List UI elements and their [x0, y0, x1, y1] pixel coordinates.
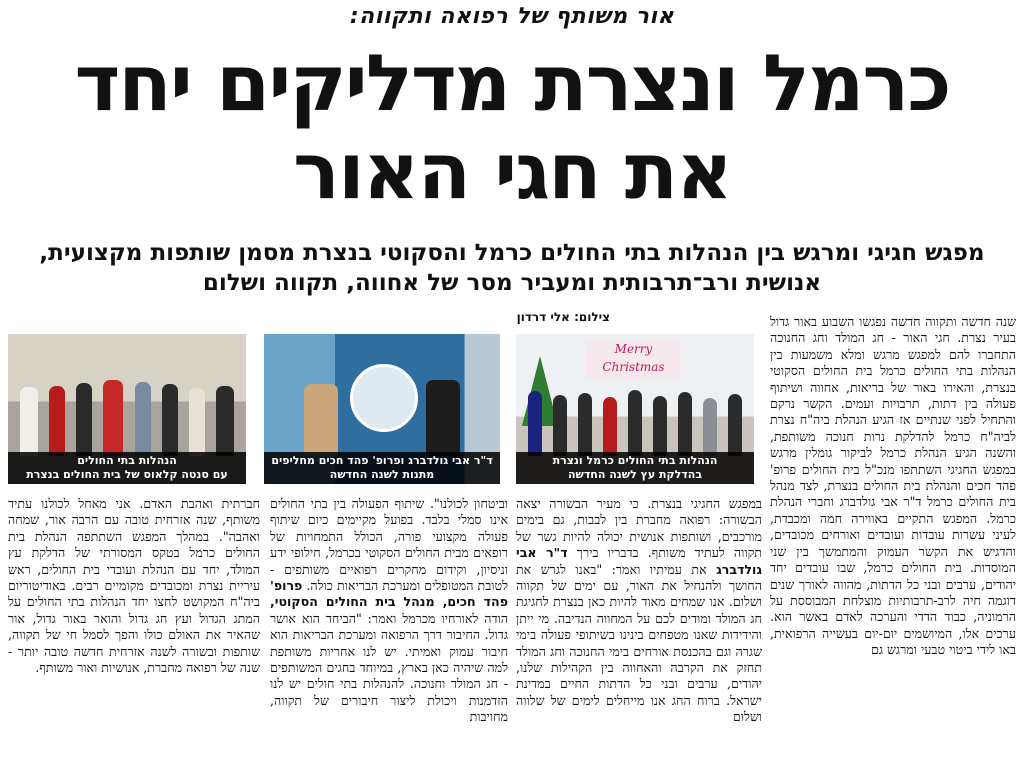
photo-credit: צילום: אלי דרדון — [516, 310, 610, 324]
column-3-text — [270, 496, 508, 726]
column-3-text-start: וביטחון לכולנו". שיתוף הפעולה בין בתי החולים אינו סמלי בלבד. בפועל מקיימים כיום שיתוף פעולה מקצועי פורה, הכולל התמחויות של רופאים מבית החולים הסקוטי בכרמל, חילופי ידע וניסיון, וקידום מחקרים רפואיים משותפים - לטובת המטופלים ומערכת הבריאות כולה. — [270, 496, 508, 594]
subhead-line-1: מפגש חגיגי ומרגש בין הנהלות בתי החולים כרמל והסקוטי בנצרת מסמן שותפות מקצועית, — [39, 240, 985, 266]
column-2-text-end: את עמיתיו ואמר: "באנו לגרש את החושך ולהנחיל את האור, עם ימים של תקווה ושלום. אנו שמחים מאוד להיות כאן בנצרת לחגיגת חג המולד ומודים לכם על המחווה הנדיבה. מי ייתן והידידות שאנו מטפחים בינינו בשיתופי פעולה בימי שגרה וגם בהכנסת אורחים בימי החנוכה וחג המולד תחזק את הקרבה והאחווה בין הקהילות שלנו, יהודים, ערבים ובני כל הדתות החיים במדינת ישראל. ברוח החג אנו מייחלים לימים של שלווה ושלום — [516, 561, 762, 725]
caption-line-1: ד"ר אבי גולדברג ופרופ' פהד חכים מחליפים — [271, 454, 493, 467]
photo-caption — [8, 452, 246, 484]
column-1-text: שנה חדשה ותקווה חדשה נפגשו השבוע באור גדול בעיר נצרת. חגי האור - חג המולד וחג החנוכה התחברו להם למפגש מרגש ומלא משמעות בין הנהלות בתי החולים כרמל בית החולים הסקוטי בנצרת, והאירו באור של בריאות, אחווה ושיתוף פעולה בין דתות, תרבויות ועמים. הקשר נרקם והתחיל לפני שנתיים אז הגיע הנהלת ביה"ח נצרת לביה"ח כרמל להדלקת נרות חנוכה משותפת, והשנה הגיע הנהלת כרמל לביקור גומלין מרגש במפגש החגיגי השתתפו מנכ"ל בית החולים פרופ' פהד חכים והנהלת בית החולים בנצרת, לצד מנהל בית החולים כרמל ד"ר אבי גולדברג וחברי הנהלת כרמל. המפגש התקיים באווירה חמה ומכבדת, לעיני עשרות עובדות ועובדים ואורחים מכובדים, והדגיש את הקשר העמוק והמתמשך בין שני המוסדות. בית החולים כרמל, שבו עובדים יחד יהודים, ערבים ובני כל הדתות, מהווה לאורך שנים דוגמה חיה לרב-תרבותיות מוצלחת המבוססת על הרמוניה, כבוד הדדי והערכה לאדם באשר הוא. ערכים אלו, המיושמים יום-יום בעשייה הרפואית, באו לידי ביטוי טבעי ומרגש גם — [770, 314, 1016, 658]
caption-line-2: בהדלקת עץ לשנה החדשה — [567, 468, 703, 481]
merry-christmas-sign: Merry Christmas — [586, 340, 681, 380]
column-4-text: חברתית ואהבת האדם. אני מאחל לכולנו עתיד משותף, שנה אזרחית טובה עם הרבה אור, שמחה ואהבה". במהלך המפגש השתתפה הנהלת בית החולים כרמל בטקס המסורתי של הדלקת עץ המולד, יחד עם הנהלת ועובדי בית החולים, ראש עיריית נצרת ומכובדים מקומיים רבים. באודיטוריום ביה"ח המקושט לחצו יחד הנהלות בתי החולים על המתג הגדול ועץ חג גדול והואר באור גדול, אור שהאיר את האולם כולו והפך לסמל חי של תקווה, שותפות ובשורה לשנה אזרחית חדשה טובה יותר - שנה של רפואה מחברת, אנושיות ואור משותף. — [8, 496, 260, 676]
photo-gift-exchange — [264, 334, 500, 484]
column-3-bold-name: פרופ' פהד חכים, מנהל בית החולים הסקוטי, — [270, 578, 508, 610]
column-3-text-end: הודה לאורחיו מכרמל ואמר: "הביחד הוא אושר גדול. החיבור דרך הרפואה ומערכת הבריאות הוא חיבור עמוק ואמיתי. יש לנו אחריות משותפת למה שיהיה כאן בארץ, במיוחד בחגים המשותפים - חג המולד וחנוכה. להנהלות בתי חולים יש לנו הזדמנות ויכולת ליצור חיבורים של תקווה, מחויבות — [270, 610, 508, 725]
caption-line-2: מתנות לשנה החדשה — [329, 468, 435, 481]
text-column-1 — [770, 314, 1016, 774]
caption-line-1: הנהלות בתי החולים — [77, 454, 177, 467]
column-2-bold-name: ד"ר אבי גולדברג — [516, 545, 762, 577]
text-column-4 — [8, 496, 260, 774]
photo-santa-group — [8, 334, 246, 484]
text-column-2 — [516, 496, 762, 774]
caption-line-2: עם סנטה קלאוס של בית החולים בנצרת — [26, 468, 228, 481]
article-kicker: אור משותף של רפואה ותקווה: — [349, 4, 675, 29]
article-headline — [10, 40, 1014, 216]
headline-line-2: את חגי האור — [293, 127, 731, 217]
two-men — [264, 378, 500, 456]
column-2-text — [516, 496, 762, 726]
column-2-text-start: במפגש החגיגי בנצרת. כי מעיר הבשורה יצאה הבשורה: רפואה מחברת בין לבבות, גם בימים מורכבים, ושותפות אנושית יכולה להיות גשר של תקווה לעתיד משותף. בדבריו בירך — [516, 496, 762, 561]
subhead-line-2: אנושית ורב־תרבותית ומעביר מסר של אחווה, תקווה ושלום — [202, 270, 822, 296]
group-with-santa — [8, 378, 246, 456]
caption-line-1: הנהלות בתי החולים כרמל ונצרת — [552, 454, 718, 467]
group-of-people — [516, 378, 754, 456]
photo-caption — [516, 452, 754, 484]
headline-line-1: כרמל ונצרת מדליקים יחד — [74, 39, 950, 129]
article-subhead — [20, 238, 1004, 298]
photo-caption — [264, 452, 500, 484]
photo-tree-lighting — [516, 334, 754, 484]
text-column-3 — [270, 496, 508, 774]
